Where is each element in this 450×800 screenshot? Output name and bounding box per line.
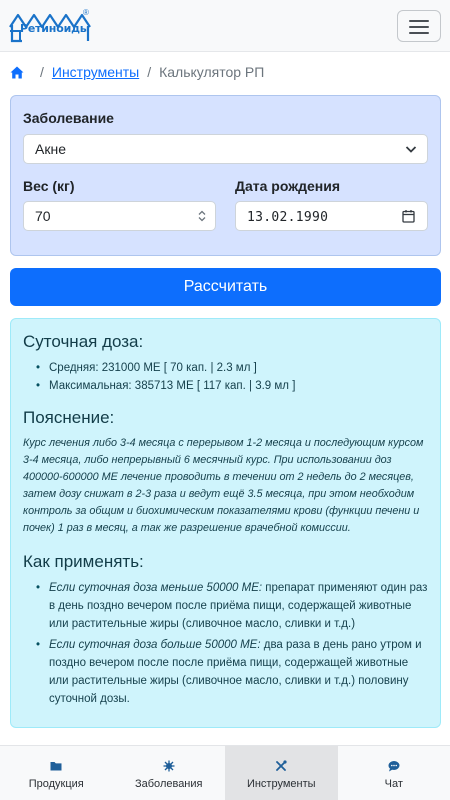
breadcrumb-separator: / <box>147 64 152 80</box>
breadcrumb-current: Калькулятор РП <box>159 64 265 80</box>
calculator-form <box>10 95 441 256</box>
hamburger-icon <box>409 32 429 34</box>
calculate-button[interactable]: Рассчитать <box>10 268 441 306</box>
weight-value: 70 <box>35 208 51 224</box>
weight-label: Вес (кг) <box>23 178 75 194</box>
tools-icon <box>275 760 287 772</box>
disease-label: Заболевание <box>23 110 114 126</box>
how-to-title: Как применять: <box>23 552 144 571</box>
bottom-nav <box>0 745 450 800</box>
chevron-down-icon <box>405 144 417 154</box>
explanation-text: Курс лечения либо 3-4 месяца с перерывом 1-2 месяца и последующим курсом 3-4 месяца, либо непрерывный 6 месячный курс. При использовании доз 400000-600000 МЕ лечение проводить в течении от 2 недель до 2 месяцев, затем дозу снижат в 2-3 раза и ведут ещё 3.5 месяца, при этом необходим контроль за общим и биохимическим показателями крови (функции печени и почек) 1 раз в месяц, а так же разрешение врачебной комиссии. <box>23 437 424 534</box>
birthdate-value: 13.02.1990 <box>247 210 329 225</box>
how-to-condition: Если суточная доза больше 50000 МЕ: <box>49 639 261 651</box>
top-navbar <box>0 0 450 52</box>
birthdate-input[interactable] <box>235 201 428 231</box>
chat-icon <box>388 760 400 772</box>
nav-item-tools[interactable] <box>225 746 338 800</box>
how-to-text: два раза в день рано утром и поздно вечером после после приёма пищи, содержащей животные или растительные жиры (сливочное масло, сливки и т.д.) половину суточной дозы. <box>49 639 422 705</box>
result-panel <box>10 318 441 728</box>
number-stepper-icon[interactable] <box>197 209 207 223</box>
average-dose: • Средняя: 231000 МЕ [ 70 кап. | 2.3 мл ] <box>49 359 428 377</box>
nav-label: Инструменты <box>246 778 316 790</box>
dose-list <box>49 359 428 395</box>
explanation-title: Пояснение: <box>23 408 115 427</box>
disease-select[interactable] <box>23 134 428 164</box>
birthdate-label: Дата рождения <box>235 178 341 194</box>
brand-name: Ретиноиды <box>20 22 90 35</box>
how-to-list <box>49 579 428 708</box>
weight-input[interactable] <box>23 201 216 231</box>
list-item <box>49 579 428 633</box>
nav-item-diseases[interactable] <box>113 746 226 800</box>
list-item <box>49 636 428 708</box>
home-icon[interactable] <box>10 66 24 79</box>
nav-item-products[interactable] <box>0 746 113 800</box>
how-to-text: препарат применяют один раз в день поздно вечером после приёма пищи, содержащей животные или растительные жиры (сливочное масло, сливки и т.д.) <box>49 582 428 630</box>
nav-label: Чат <box>384 778 403 790</box>
nav-item-chat[interactable] <box>338 746 450 800</box>
hamburger-icon <box>409 20 429 22</box>
nav-label: Продукция <box>28 778 84 790</box>
maximum-dose: • Максимальная: 385713 МЕ [ 117 кап. | 3.9 мл ] <box>49 377 428 395</box>
virus-icon <box>163 760 175 772</box>
nav-label: Заболевания <box>135 778 203 790</box>
hamburger-icon <box>409 26 429 28</box>
calendar-icon[interactable] <box>402 209 415 223</box>
registered-mark: ® <box>83 8 89 17</box>
daily-dose-title: Суточная доза: <box>23 332 144 351</box>
menu-toggle-button[interactable] <box>397 10 441 42</box>
breadcrumb <box>10 64 264 80</box>
breadcrumb-tools-link[interactable]: Инструменты <box>51 64 140 80</box>
how-to-condition: Если суточная доза меньше 50000 МЕ: <box>49 582 263 594</box>
folder-icon <box>50 760 62 772</box>
breadcrumb-separator: / <box>40 64 44 80</box>
disease-value: Акне <box>35 141 66 157</box>
